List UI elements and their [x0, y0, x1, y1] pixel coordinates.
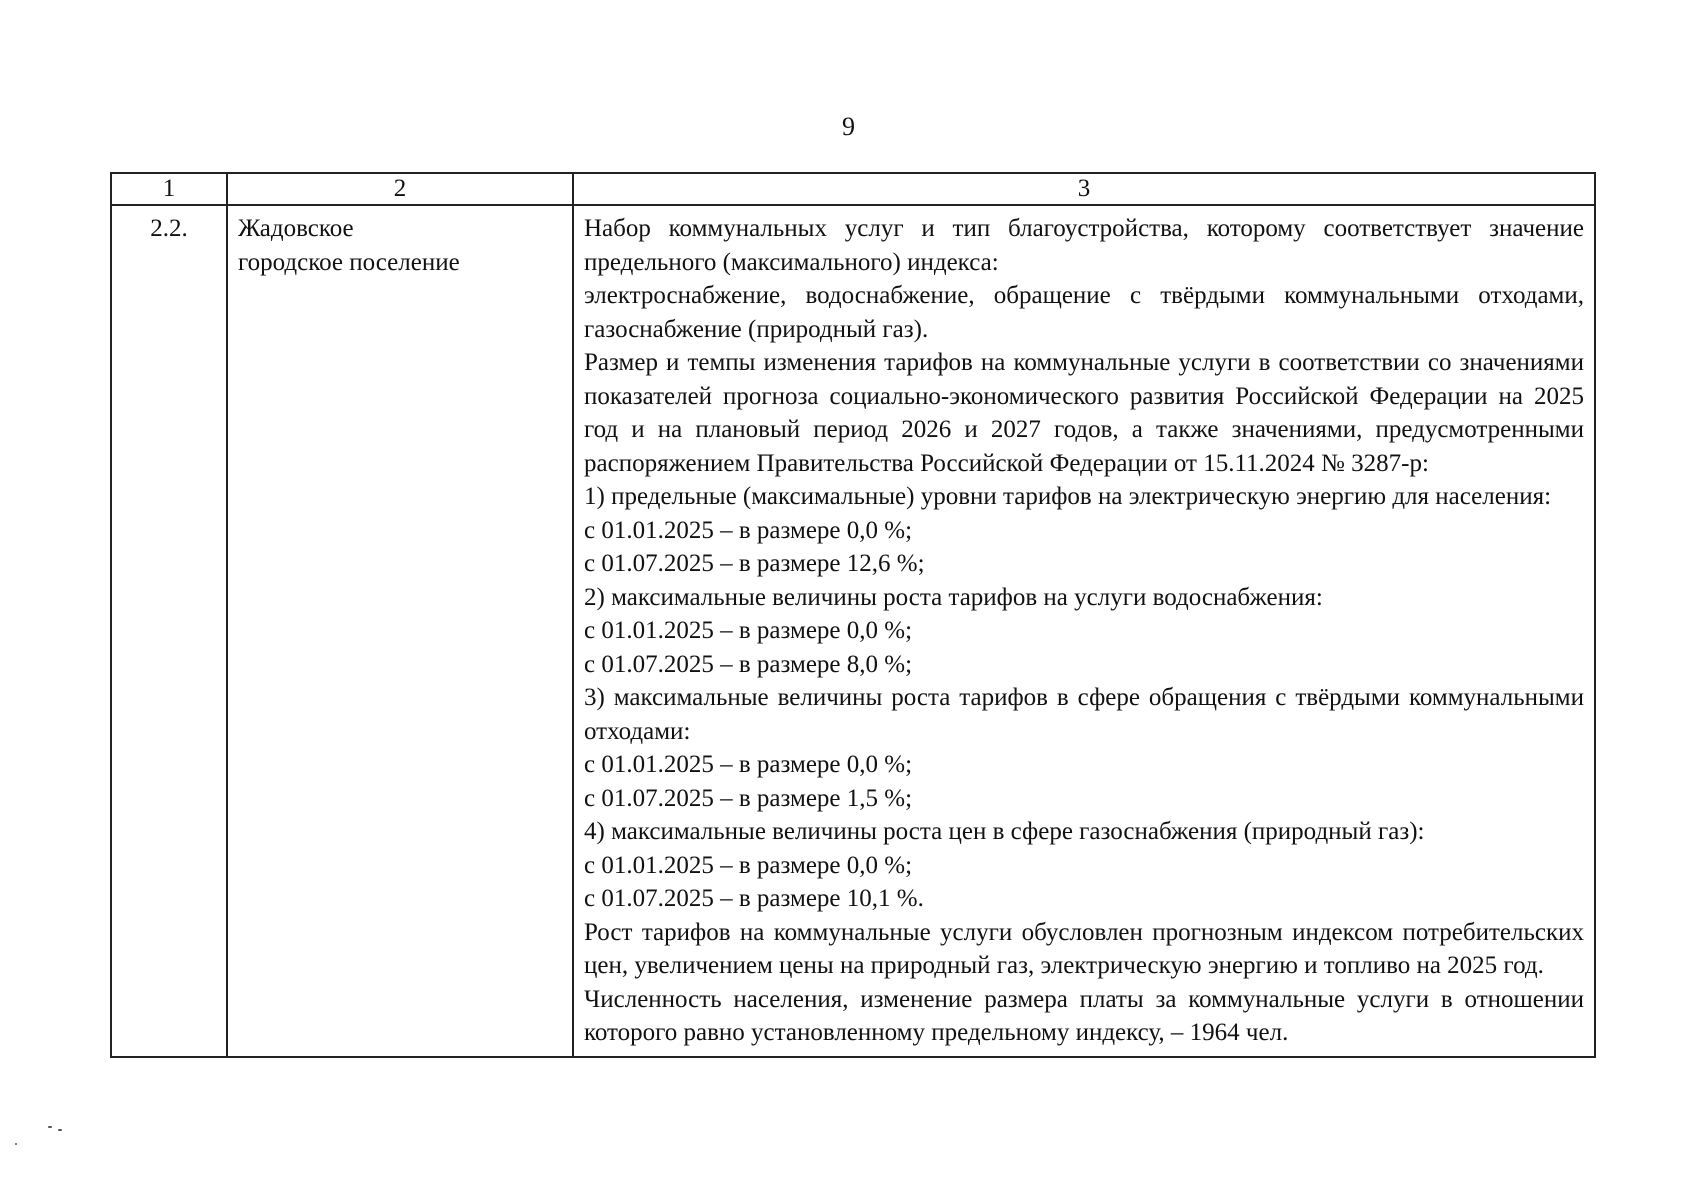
- settlement-name: [227, 205, 573, 1057]
- column-header-2: 2: [227, 173, 573, 205]
- row-number: 2.2.: [111, 205, 227, 1057]
- content-paragraph: с 01.07.2025 – в размере 1,5 %;: [584, 784, 913, 812]
- content-paragraph: с 01.07.2025 – в размере 10,1 %.: [584, 885, 924, 912]
- content-paragraph: Набор коммунальных услуг и тип благоустройства, которому соответствует значение предельного (максимального) индекса:: [584, 215, 1584, 276]
- content-paragraph: 3) максимальные величины роста тарифов в сфере обращения с твёрдыми коммунальными отходами:: [584, 684, 1584, 745]
- content-paragraph: с 01.07.2025 – в размере 12,6 %;: [584, 550, 925, 577]
- content-paragraph: электроснабжение, водоснабжение, обращение с твёрдыми коммунальными отходами, газоснабжение (природный газ).: [584, 282, 1584, 343]
- scan-speck: [58, 1129, 62, 1131]
- content-paragraph: Размер и темпы изменения тарифов на коммунальные услуги в соответствии со значениями показателей прогноза социально-экономического развития Российской Федерации на 2025 год и на плановый период 2026 и 2027 годов, а также значениями, предусмотренными распоряжением Правительства Российской Федерации от 15.11.2024 № 3287-р:: [584, 349, 1584, 477]
- content-paragraph: 1) предельные (максимальные) уровни тарифов на электрическую энергию для населения:: [584, 483, 1552, 510]
- content-paragraph: 4) максимальные величины роста цен в сфере газоснабжения (природный газ):: [584, 818, 1425, 845]
- settlement-name-line: Жадовское: [238, 215, 354, 242]
- column-header-1: 1: [111, 173, 227, 205]
- content-paragraph: с 01.01.2025 – в размере 0,0 %;: [584, 851, 913, 879]
- content-paragraph: Рост тарифов на коммунальные услуги обусловлен прогнозным индексом потребительских цен, увеличением цены на природный газ, электрическую энергию и топливо на 2025 год.: [584, 918, 1584, 979]
- page-number: 9: [842, 112, 855, 141]
- row-content: [573, 205, 1595, 1057]
- scan-speck: [48, 1126, 52, 1128]
- content-paragraph: 2) максимальные величины роста тарифов на услуги водоснабжения:: [584, 583, 1323, 611]
- content-paragraph: с 01.01.2025 – в размере 0,0 %;: [584, 751, 913, 778]
- scan-speck: [15, 1143, 17, 1145]
- content-paragraph: с 01.01.2025 – в размере 0,0 %;: [584, 516, 913, 544]
- table-header-row: [111, 173, 1595, 205]
- tariff-table: [110, 172, 1596, 1058]
- column-header-3: 3: [573, 173, 1595, 205]
- content-paragraph: с 01.07.2025 – в размере 8,0 %;: [584, 650, 913, 678]
- table-row: [111, 205, 1595, 1057]
- settlement-name-line: городское поселение: [238, 248, 460, 276]
- content-paragraph: с 01.01.2025 – в размере 0,0 %;: [584, 617, 913, 644]
- content-paragraph: Численность населения, изменение размера платы за коммунальные услуги в отношении которого равно установленному предельному индексу, – 1964 чел.: [584, 985, 1584, 1046]
